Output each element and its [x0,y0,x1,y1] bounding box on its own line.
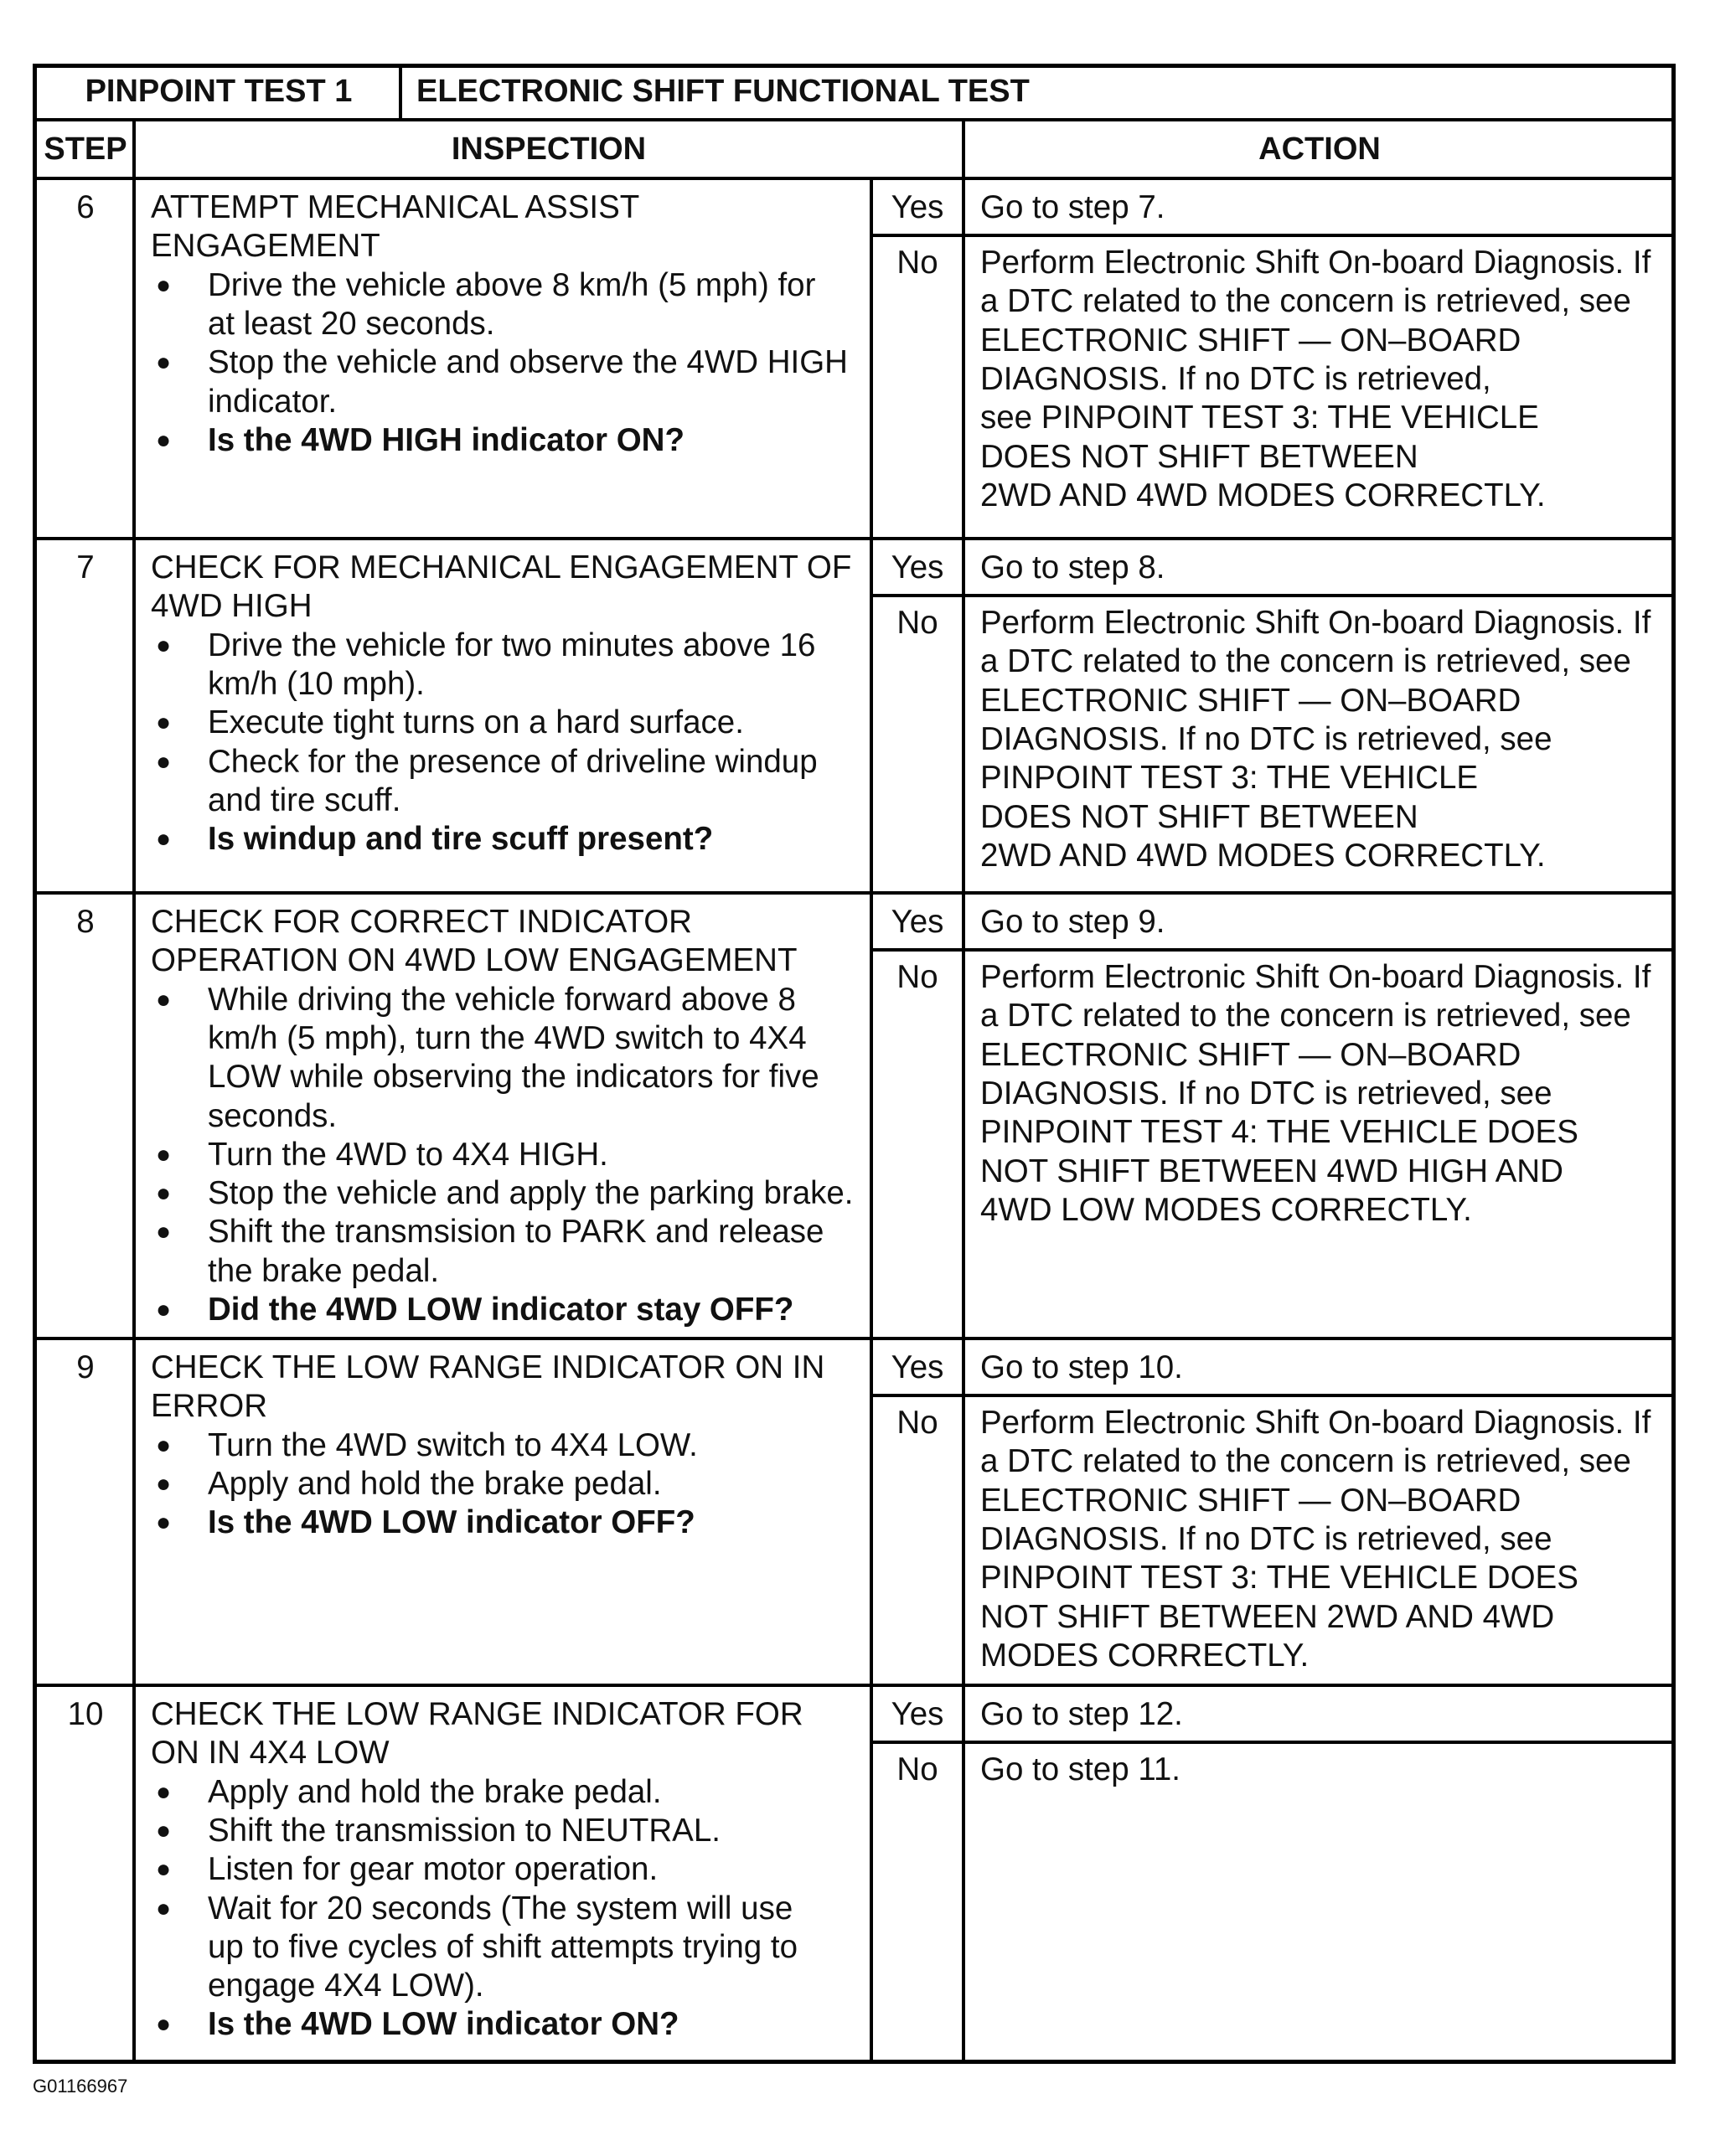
no-action: ELECTRONIC SHIFT — ON–BOARD [980,682,1521,719]
no-action: ELECTRONIC SHIFT — ON–BOARD [980,1482,1521,1519]
no-action: PINPOINT TEST 3: THE VEHICLE DOES [980,1560,1578,1596]
yes-label: Yes [891,189,944,225]
inspection-title: ATTEMPT MECHANICAL ASSIST [151,189,640,225]
bullet-icon: ● [156,271,172,299]
bullet-icon: ● [156,825,172,854]
column-header-inspection: INSPECTION [451,132,647,167]
bullet-icon: ● [156,1509,172,1537]
no-label: No [896,1405,938,1441]
inspection-instruction: Apply and hold the brake pedal. [208,1773,662,1810]
no-action: MODES CORRECTLY. [980,1637,1310,1674]
yes-label: Yes [891,549,944,585]
no-action: DIAGNOSIS. If no DTC is retrieved, see [980,1520,1552,1557]
bullet-icon: ● [156,1218,172,1246]
bullet-icon: ● [156,1296,172,1323]
no-label: No [896,605,938,641]
bullet-icon: ● [156,1816,172,1844]
inspection-instruction: Execute tight turns on a hard surface. [208,704,744,741]
step-row-rule [33,537,1676,540]
no-label: No [896,1751,938,1787]
yes-no-split-rule [871,948,1676,952]
inspection-title: CHECK FOR CORRECT INDICATOR [151,904,692,940]
no-action: Go to step 11. [980,1751,1180,1787]
no-action: a DTC related to the concern is retrieved, see [980,1443,1631,1480]
bullet-icon: ● [156,1140,172,1168]
inspection-question: Did the 4WD LOW indicator stay OFF? [208,1292,794,1328]
yes-no-split-rule [871,1394,1676,1397]
no-action: DIAGNOSIS. If no DTC is retrieved, see [980,720,1552,757]
bullet-icon: ● [156,747,172,776]
no-action: ELECTRONIC SHIFT — ON–BOARD [980,322,1521,358]
step-number: 10 [67,1696,104,1732]
no-action: DOES NOT SHIFT BETWEEN [980,438,1418,475]
inspection-instruction: LOW while observing the indicators for five [208,1059,819,1096]
step-row-rule [33,1337,1676,1340]
no-action: Perform Electronic Shift On-board Diagnosis. If [980,245,1651,281]
no-action: Perform Electronic Shift On-board Diagnosis. If [980,605,1651,641]
inspection-instruction: Drive the vehicle for two minutes above 16 [208,627,816,663]
no-action: a DTC related to the concern is retrieved, see [980,643,1631,680]
no-action: NOT SHIFT BETWEEN 4WD HIGH AND [980,1153,1563,1189]
no-action: PINPOINT TEST 3: THE VEHICLE [980,760,1479,797]
figure-id: G01166967 [33,2076,128,2097]
inspection-instruction: km/h (10 mph). [208,665,425,702]
inspection-instruction: Apply and hold the brake pedal. [208,1465,662,1502]
no-action: 2WD AND 4WD MODES CORRECTLY. [980,837,1546,874]
step-column-divider [132,120,136,2064]
inspection-question: Is windup and tire scuff present? [208,821,714,858]
no-action: Perform Electronic Shift On-board Diagnosis. If [980,1405,1651,1441]
inspection-instruction: the brake pedal. [208,1252,440,1289]
no-action: ELECTRONIC SHIFT — ON–BOARD [980,1036,1521,1073]
bullet-icon: ● [156,1469,172,1498]
inspection-instruction: Stop the vehicle and observe the 4WD HIGH [208,344,848,381]
inspection-instruction: Listen for gear motor operation. [208,1851,659,1888]
bullet-icon: ● [156,1777,172,1806]
yes-label: Yes [891,1349,944,1385]
step-number: 6 [76,189,95,225]
inspection-title: ON IN 4X4 LOW [151,1735,390,1772]
inspection-instruction: up to five cycles of shift attempts trying to [208,1928,798,1965]
yes-no-split-rule [871,1741,1676,1744]
inspection-instruction: Drive the vehicle above 8 km/h (5 mph) for [208,266,816,303]
inspection-instruction: km/h (5 mph), turn the 4WD switch to 4X4 [208,1019,807,1056]
bullet-icon: ● [156,631,172,659]
no-action: see PINPOINT TEST 3: THE VEHICLE [980,400,1539,436]
no-action: a DTC related to the concern is retrieved, see [980,998,1631,1034]
yes-no-split-rule [871,594,1676,597]
bullet-icon: ● [156,426,172,454]
bullet-icon: ● [156,985,172,1014]
column-header-action: ACTION [1258,132,1381,167]
no-label: No [896,959,938,995]
yes-label: Yes [891,904,944,940]
no-action: DIAGNOSIS. If no DTC is retrieved, see [980,1075,1552,1112]
column-header-step: STEP [44,132,127,167]
inspection-instruction: Stop the vehicle and apply the parking brake. [208,1175,854,1212]
column-header-rule [33,177,1676,180]
yes-action: Go to step 10. [980,1349,1183,1385]
no-action: NOT SHIFT BETWEEN 2WD AND 4WD [980,1598,1555,1635]
no-action: DIAGNOSIS. If no DTC is retrieved, [980,360,1491,397]
inspection-instruction: at least 20 seconds. [208,305,495,342]
inspection-title: CHECK FOR MECHANICAL ENGAGEMENT OF [151,549,852,585]
inspection-instruction: engage 4X4 LOW). [208,1968,484,2004]
bullet-icon: ● [156,1894,172,1922]
inspection-instruction: Check for the presence of driveline windup [208,743,818,780]
inspection-instruction: indicator. [208,383,338,420]
step-number: 7 [76,549,95,585]
no-action: Perform Electronic Shift On-board Diagnosis. If [980,959,1651,995]
bullet-icon: ● [156,1179,172,1208]
bullet-icon: ● [156,709,172,737]
inspection-instruction: and tire scuff. [208,781,401,818]
inspection-instruction: seconds. [208,1097,338,1134]
no-action: DOES NOT SHIFT BETWEEN [980,798,1418,835]
bullet-icon: ● [156,348,172,377]
pinpoint-test-label: PINPOINT TEST 1 [85,74,353,109]
no-action: 4WD LOW MODES CORRECTLY. [980,1191,1472,1228]
inspection-title: CHECK THE LOW RANGE INDICATOR ON IN [151,1349,825,1385]
inspection-title: CHECK THE LOW RANGE INDICATOR FOR [151,1696,803,1732]
no-action: PINPOINT TEST 4: THE VEHICLE DOES [980,1114,1578,1151]
yes-action: Go to step 8. [980,549,1165,585]
inspection-question: Is the 4WD LOW indicator OFF? [208,1504,695,1541]
yes-action: Go to step 12. [980,1696,1183,1732]
inspection-title: ERROR [151,1388,268,1425]
no-label: No [896,245,938,281]
step-row-rule [33,1684,1676,1687]
inspection-instruction: While driving the vehicle forward above 8 [208,981,796,1018]
header-rule [33,118,1676,121]
no-action: a DTC related to the concern is retrieved, see [980,283,1631,320]
yes-label: Yes [891,1696,944,1732]
inspection-question: Is the 4WD HIGH indicator ON? [208,421,685,458]
bullet-icon: ● [156,2010,172,2039]
inspection-instruction: Turn the 4WD switch to 4X4 LOW. [208,1426,698,1463]
pinpoint-test-title: ELECTRONIC SHIFT FUNCTIONAL TEST [416,74,1030,109]
inspection-title: ENGAGEMENT [151,228,380,265]
bullet-icon: ● [156,1431,172,1459]
no-action: 2WD AND 4WD MODES CORRECTLY. [980,477,1546,513]
bullet-icon: ● [156,1855,172,1884]
inspection-instruction: Turn the 4WD to 4X4 HIGH. [208,1136,608,1173]
step-row-rule [33,891,1676,895]
inspection-instruction: Wait for 20 seconds (The system will use [208,1890,793,1926]
yes-action: Go to step 9. [980,904,1165,940]
inspection-title: OPERATION ON 4WD LOW ENGAGEMENT [151,942,798,979]
inspection-title: 4WD HIGH [151,588,313,625]
yes-action: Go to step 7. [980,189,1165,225]
yes-no-split-rule [871,234,1676,237]
inspection-instruction: Shift the transmission to NEUTRAL. [208,1812,721,1849]
inspection-instruction: Shift the transmsision to PARK and release [208,1214,824,1251]
inspection-question: Is the 4WD LOW indicator ON? [208,2006,679,2043]
step-number: 8 [76,904,95,940]
step-number: 9 [76,1349,95,1385]
